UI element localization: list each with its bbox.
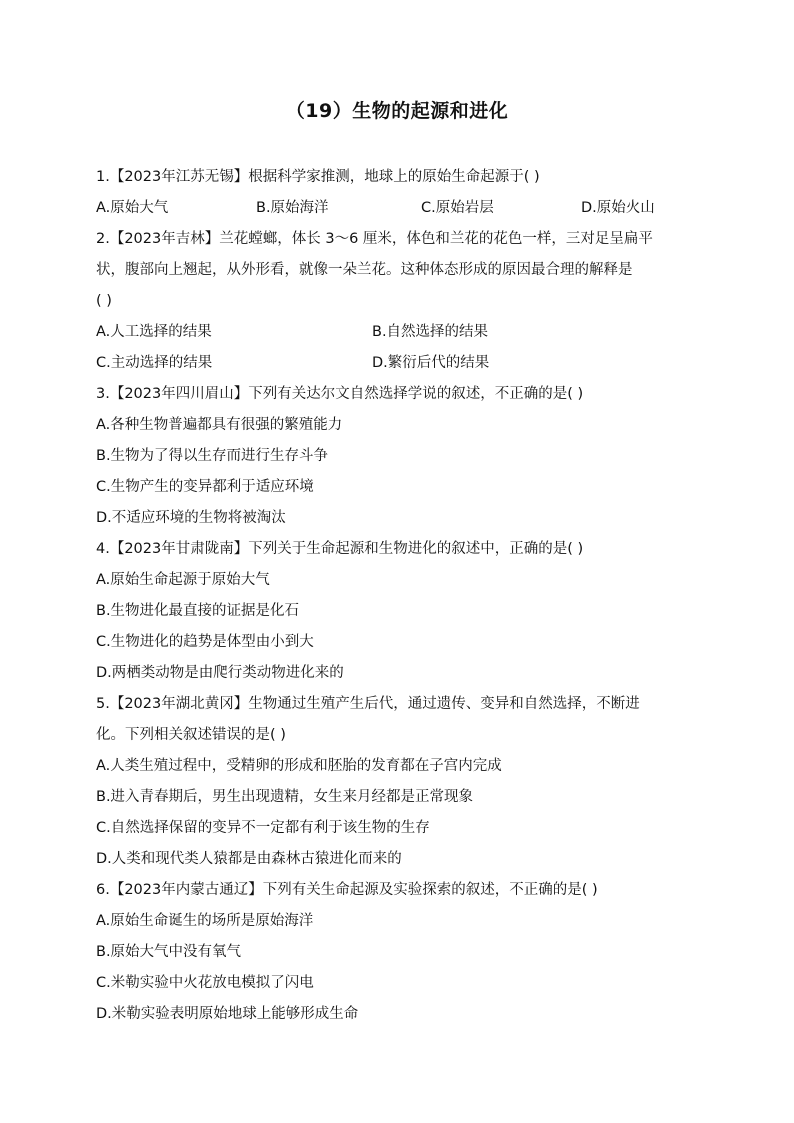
option-d: D.两栖类动物是由爬行类动物进化来的 (96, 665, 344, 681)
question-list (96, 162, 702, 1030)
option-d: D.原始火山 (581, 200, 655, 216)
options-row (96, 317, 702, 348)
option-c: C.生物进化的趋势是体型由小到大 (96, 634, 314, 650)
option-a: A.原始生命诞生的场所是原始海洋 (96, 913, 314, 929)
question-stem-line-2: 化。下列相关叙述错误的是( ) (96, 727, 286, 743)
page-title: （19）生物的起源和进化 (285, 100, 509, 122)
question-stem: 4.【2023年甘肃陇南】下列关于生命起源和生物进化的叙述中，正确的是( ) (96, 541, 584, 557)
option-d: D.米勒实验表明原始地球上能够形成生命 (96, 1006, 359, 1022)
question-stem: 6.【2023年内蒙古通辽】下列有关生命起源及实验探索的叙述，不正确的是( ) (96, 882, 598, 898)
option-c: C.米勒实验中火花放电模拟了闪电 (96, 975, 314, 991)
question-stem-line-1: 5.【2023年湖北黄冈】生物通过生殖产生后代，通过遗传、变异和自然选择，不断进 (96, 696, 640, 712)
question-2 (96, 224, 702, 379)
question-4 (96, 534, 702, 689)
question-stem: 3.【2023年四川眉山】下列有关达尔文自然选择学说的叙述，不正确的是( ) (96, 386, 584, 402)
question-6 (96, 875, 702, 1030)
question-1 (96, 162, 702, 224)
question-3 (96, 379, 702, 534)
option-d: D.不适应环境的生物将被淘汰 (96, 510, 286, 526)
options-row (96, 348, 702, 379)
option-b: B.原始大气中没有氧气 (96, 944, 242, 960)
option-c: C.原始岩层 (421, 200, 494, 216)
option-b: B.原始海洋 (256, 200, 329, 216)
option-c: C.生物产生的变异都利于适应环境 (96, 479, 314, 495)
option-c: C.主动选择的结果 (96, 355, 213, 371)
question-stem-line-1: 2.【2023年吉林】兰花螳螂，体长 3～6 厘米，体色和兰花的花色一样，三对足呈扁平 (96, 231, 653, 247)
question-5 (96, 689, 702, 875)
option-b: B.生物为了得以生存而进行生存斗争 (96, 448, 329, 464)
option-b: B.自然选择的结果 (372, 324, 489, 340)
option-b: B.进入青春期后，男生出现遗精，女生来月经都是正常现象 (96, 789, 474, 805)
question-stem-line-3: ( ) (96, 293, 112, 309)
option-a: A.人工选择的结果 (96, 324, 212, 340)
option-a: A.人类生殖过程中，受精卵的形成和胚胎的发育都在子宫内完成 (96, 758, 502, 774)
option-c: C.自然选择保留的变异不一定都有利于该生物的生存 (96, 820, 430, 836)
question-stem: 1.【2023年江苏无锡】根据科学家推测，地球上的原始生命起源于( ) (96, 169, 540, 185)
option-a: A.各种生物普遍都具有很强的繁殖能力 (96, 417, 343, 433)
option-a: A.原始大气 (96, 200, 169, 216)
option-b: B.生物进化最直接的证据是化石 (96, 603, 300, 619)
option-d: D.繁衍后代的结果 (372, 355, 490, 371)
options-row (96, 193, 702, 224)
question-stem-line-2: 状，腹部向上翘起，从外形看，就像一朵兰花。这种体态形成的原因最合理的解释是 (96, 262, 633, 278)
option-d: D.人类和现代类人猿都是由森林古猿进化而来的 (96, 851, 402, 867)
option-a: A.原始生命起源于原始大气 (96, 572, 270, 588)
